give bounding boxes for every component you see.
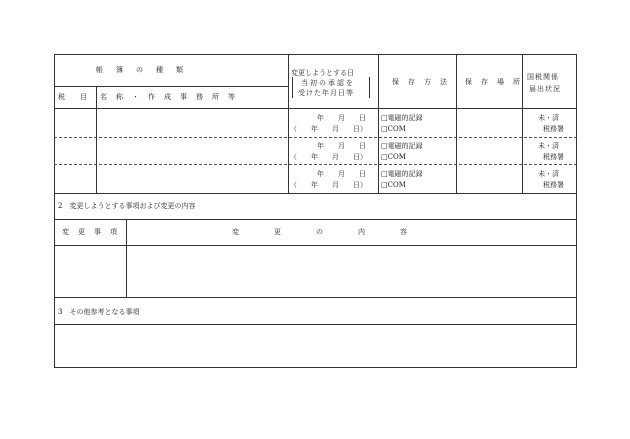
- national-tax-heading-line1: 国税関係: [527, 73, 559, 81]
- table-bottom-line: [54, 193, 577, 194]
- row2-method-com: □COM: [381, 153, 406, 161]
- row1-method-electronic: □電磁的記録: [381, 114, 423, 122]
- row1-change-date: 年 月 日: [317, 114, 366, 122]
- row2-change-date: 年 月 日: [317, 142, 366, 150]
- row1-tax-office: 税務署: [543, 125, 564, 133]
- col-divider-tax-name: [96, 86, 97, 193]
- row3-change-date: 年 月 日: [317, 170, 366, 178]
- row-divider-2: [54, 164, 577, 165]
- section3-title: 3 その他参考となる事項: [58, 308, 140, 316]
- row3-status: 未・済: [538, 170, 559, 178]
- section2-header-line: [54, 245, 577, 246]
- section2-col-divider: [126, 219, 127, 297]
- row3-tax-office: 税務署: [543, 181, 564, 189]
- row2-status: 未・済: [538, 142, 559, 150]
- section3-title-line: [54, 324, 577, 325]
- row3-method-electronic: □電磁的記録: [381, 170, 423, 178]
- change-date-heading-line2: 当初の承認を: [301, 79, 355, 87]
- name-creator-heading: 名 称 ・ 作 成 事 務 所 等: [100, 93, 236, 101]
- col-divider-method-place: [456, 54, 457, 193]
- storage-place-heading: 保 存 場 所: [465, 78, 521, 86]
- row1-status: 未・済: [538, 114, 559, 122]
- national-tax-heading-line2: 届出状況: [529, 85, 561, 93]
- section2-title: 2 変更しようとする事項および変更の内容: [58, 202, 196, 210]
- change-item-heading: 変 更 事 項: [62, 228, 118, 236]
- row1-approval-date: （ 年 月 日）: [290, 125, 367, 133]
- row3-method-com: □COM: [381, 181, 406, 189]
- header-bottom-line: [54, 108, 577, 109]
- change-date-heading-line1: 変更しようとする日: [291, 69, 354, 77]
- section2-title-line: [54, 219, 577, 220]
- change-content-heading: 変 更 の 内 容: [232, 228, 407, 236]
- row1-method-com: □COM: [381, 125, 406, 133]
- section2-bottom-line: [54, 297, 577, 298]
- row2-tax-office: 税務署: [543, 153, 564, 161]
- row3-approval-date: （ 年 月 日）: [290, 181, 367, 189]
- storage-method-heading: 保 存 方 法: [392, 78, 448, 86]
- row2-approval-date: （ 年 月 日）: [290, 153, 367, 161]
- row2-method-electronic: □電磁的記録: [381, 142, 423, 150]
- col-divider-place-status: [522, 54, 523, 193]
- row-divider-1: [54, 137, 577, 138]
- header-divider: [54, 86, 288, 87]
- tax-item-heading: 税 目: [58, 93, 91, 101]
- col-divider-date-method: [378, 54, 379, 193]
- col-divider-name-date: [288, 54, 289, 193]
- change-date-heading-line3: 受けた年月日等: [298, 89, 354, 97]
- books-type-heading: 帳 簿 の 種 類: [96, 66, 186, 74]
